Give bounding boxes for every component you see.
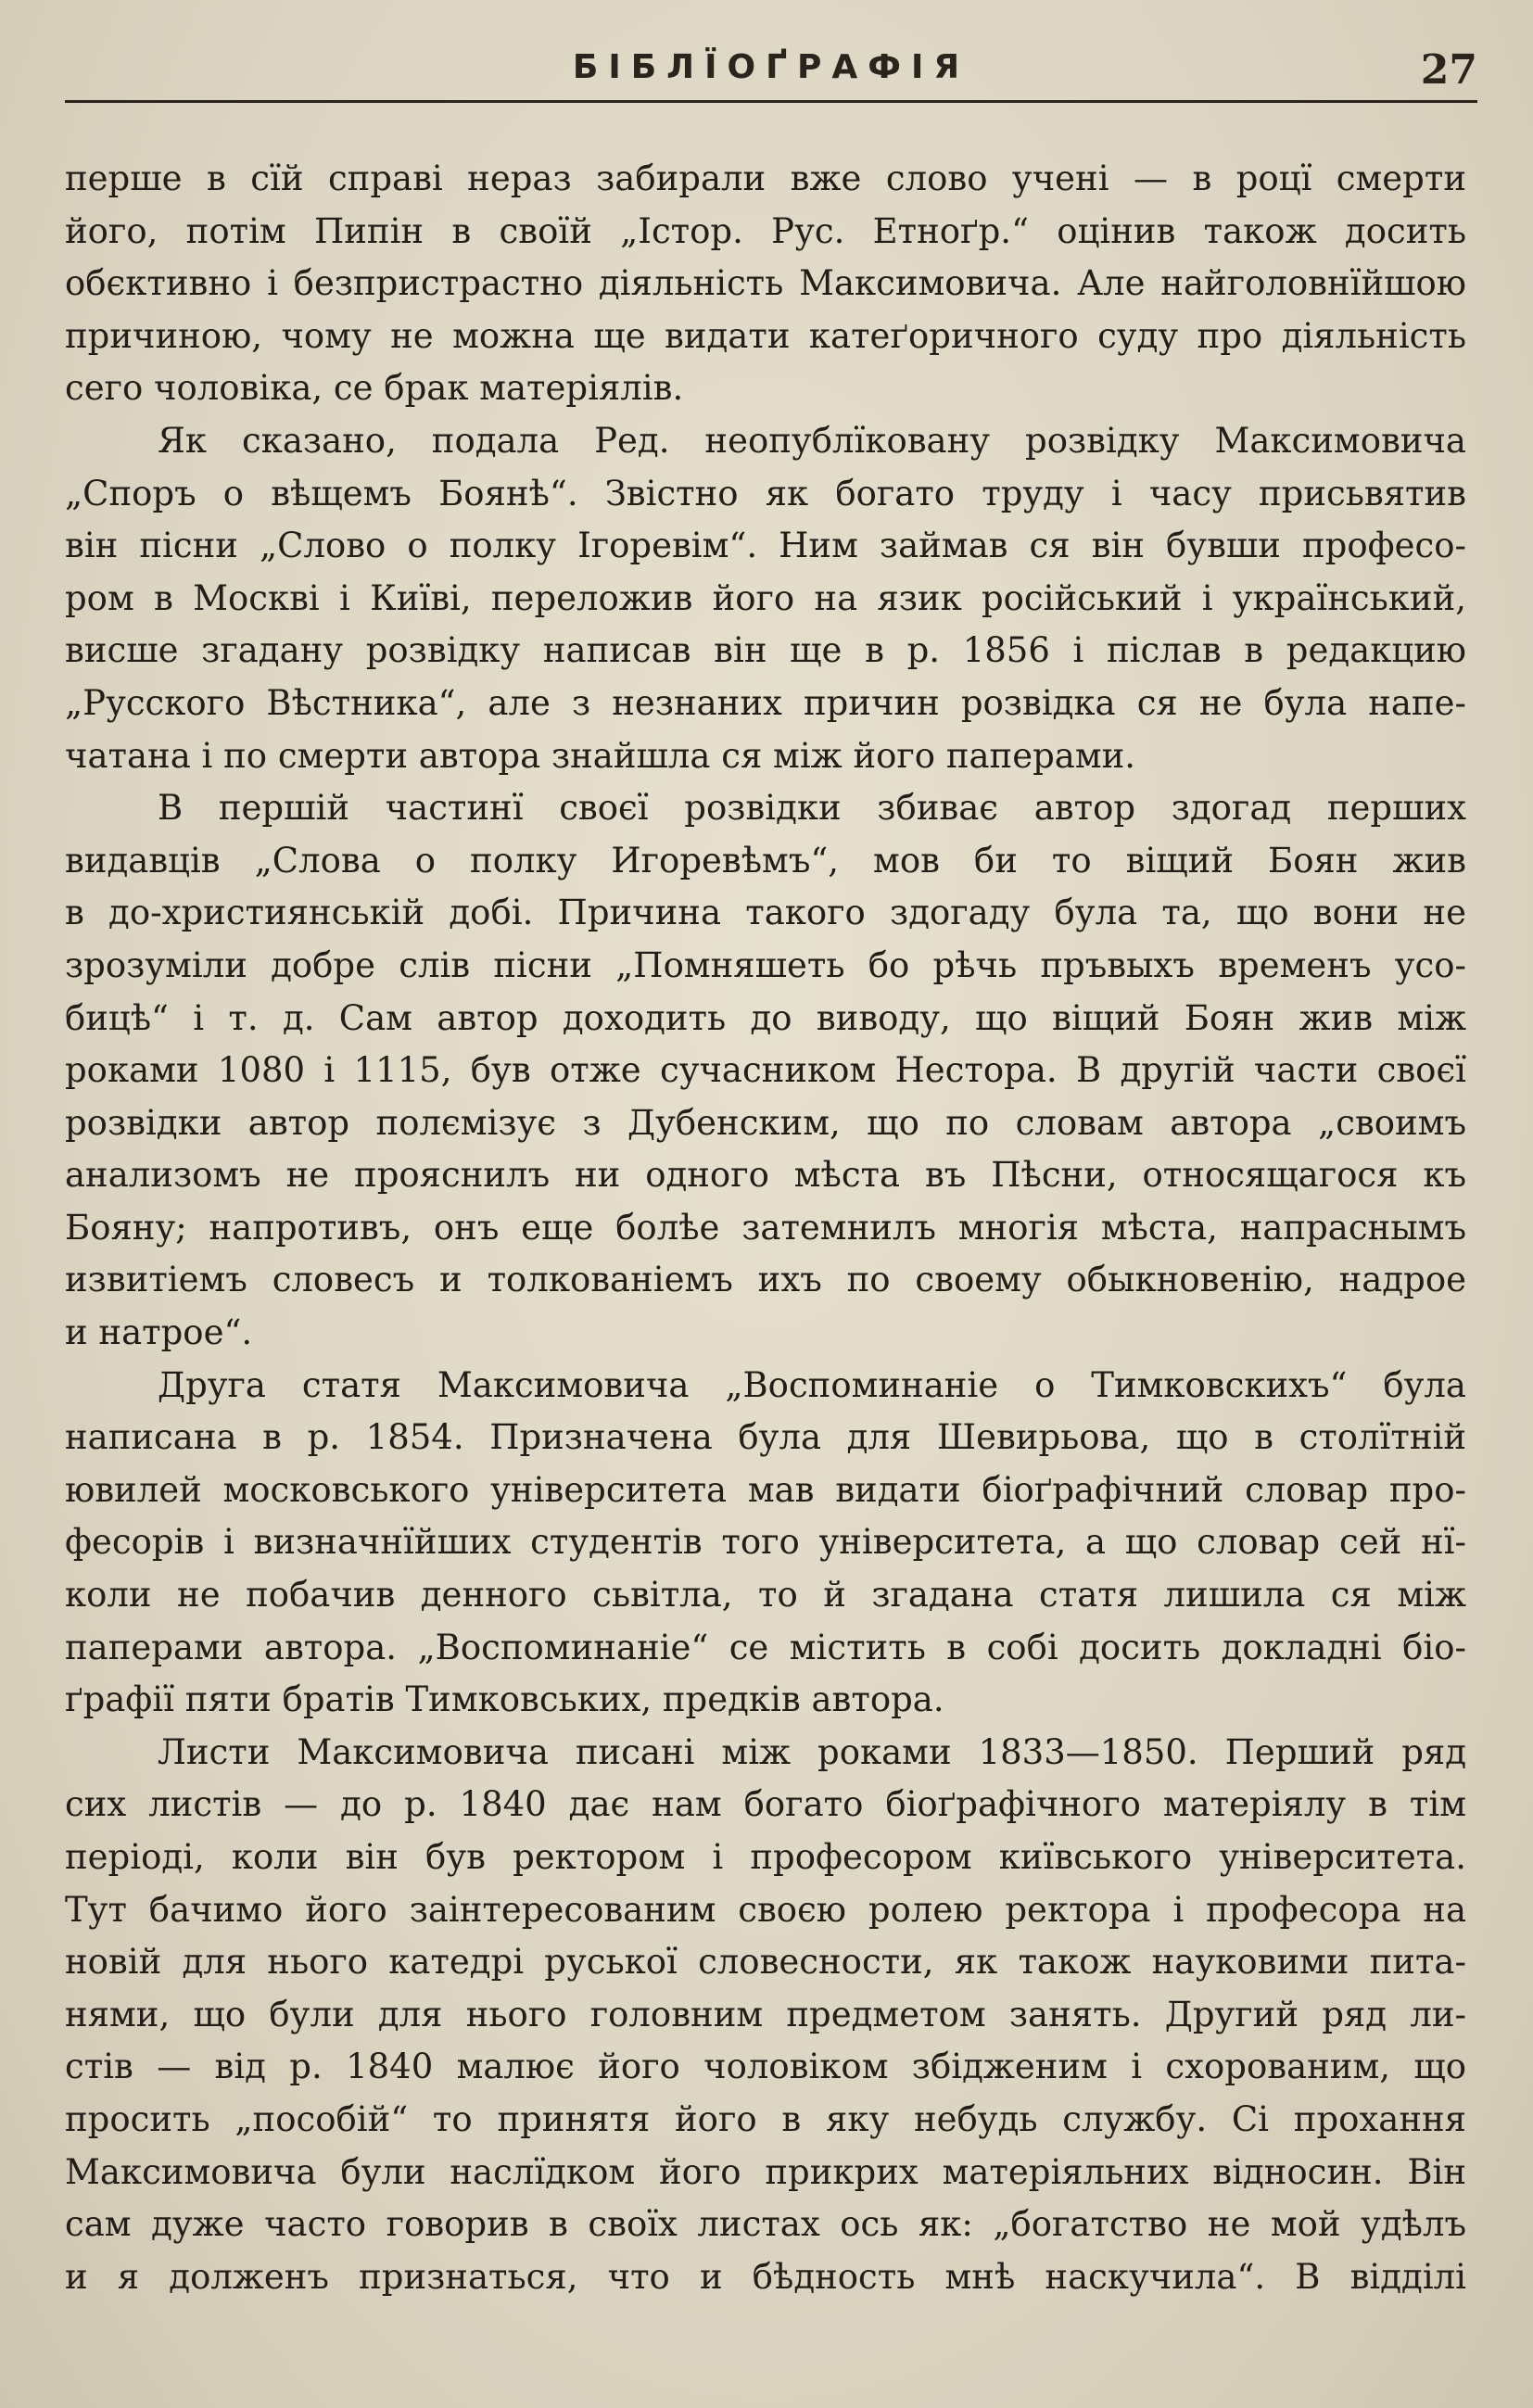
text-line: нями, що були для нього головним предметом занять. Другий ряд ли- — [65, 1994, 1466, 2034]
text-line: извитіемъ словесъ и толкованіемъ ихъ по своему обыкновенію, надрое — [65, 1260, 1466, 1300]
paragraph — [65, 1360, 1466, 1727]
text-line: сам дуже часто говорив в своїх листах ось як: „богатство не мой удѣлъ — [65, 2204, 1466, 2245]
text-line: висше згадану розвідку написав він ще в р. 1856 і післав в редакцию — [65, 630, 1466, 671]
text-line: бицѣ“ і т. д. Сам автор доходить до виводу, що віщий Боян жив між — [65, 997, 1466, 1038]
header-rule — [65, 100, 1477, 103]
text-line: „Русского Вѣстника“, але з незнаних причин розвідка ся не була напе- — [65, 682, 1466, 723]
paragraph — [65, 782, 1466, 1360]
text-line: сего чоловіка, се брак матеріялів. — [65, 368, 684, 409]
text-line: Бояну; напротивъ, онъ еще болѣе затемнилъ многія мѣста, напраснымъ — [65, 1207, 1466, 1248]
text-line: фесорів і визначнїйших студентів того університета, а що словар сей нї- — [65, 1522, 1466, 1563]
text-line: анализомъ не прояснилъ ни одного мѣста въ Пѣсни, относящагося къ — [65, 1155, 1466, 1196]
text-line: чатана і по смерти автора знайшла ся між його паперами. — [65, 735, 1136, 776]
text-line: просить „пособій“ то принятя його в яку небудь службу. Сі прохання — [65, 2098, 1466, 2139]
text-line: коли не побачив денного сьвітла, то й згадана статя лишила ся між — [65, 1575, 1466, 1616]
text-line: „Споръ о вѣщемъ Боянѣ“. Звістно як богато труду і часу присьвятив — [65, 473, 1466, 513]
text-line: стів — від р. 1840 малює його чоловіком збідженим і схорованим, що — [65, 2047, 1466, 2087]
text-line: ром в Москві і Київі, переложив його на язик російський і український, — [65, 577, 1466, 618]
text-line: Друга статя Максимовича „Воспоминаніе о Тимковскихъ“ була — [158, 1364, 1466, 1405]
text-line: видавців „Слова о полку Игоревѣмъ“, мов би то віщий Боян жив — [65, 840, 1466, 881]
text-line: його, потім Пипін в своїй „Істор. Рус. Етноґр.“ оцінив також досить — [65, 210, 1466, 251]
text-line: ґрафії пяти братів Тимковських, предків автора. — [65, 1679, 944, 1720]
running-title: БІБЛЇОҐРАФІЯ — [572, 48, 970, 86]
text-line: він пісни „Слово о полку Ігоревім“. Ним займав ся він бувши професо- — [65, 526, 1466, 566]
text-line: Як сказано, подала Ред. неопублїковану розвідку Максимовича — [158, 420, 1466, 461]
text-line: зрозуміли добре слів пісни „Помняшеть бо рѣчь пръвыхъ временъ усо- — [65, 944, 1466, 985]
text-line: Тут бачимо його заінтересованим своєю ролею ректора і професора на — [65, 1889, 1466, 1930]
page-number: 27 — [1420, 46, 1477, 94]
text-line: Максимовича були наслїдком його прикрих матеріяльних відносин. Він — [65, 2151, 1466, 2192]
text-line: ювилей московського університета мав видати біоґрафічний словар про- — [65, 1469, 1466, 1510]
text-line: В першій частинї своєї розвідки збиває автор здогад перших — [158, 788, 1466, 829]
text-line: паперами автора. „Воспоминаніе“ се містить в собі досить докладні біо- — [65, 1627, 1466, 1667]
text-line: періоді, коли він був ректором і професором київського університета. — [65, 1837, 1466, 1877]
paragraph — [65, 153, 1466, 415]
text-line: причиною, чому не можна ще видати катеґоричного суду про діяльність — [65, 315, 1466, 356]
body-text — [65, 153, 1466, 2303]
page-header — [65, 37, 1477, 111]
text-line: в до-християнській добі. Причина такого здогаду була та, що вони не — [65, 893, 1466, 933]
text-line: сих листів — до р. 1840 дає нам богато біоґрафічного матеріялу в тім — [65, 1784, 1466, 1825]
text-line: и я долженъ признаться, что и бѣдность мнѣ наскучила“. В відділі — [65, 2256, 1466, 2297]
text-line: перше в сїй справі нераз забирали вже слово учені — в роцї смерти — [65, 158, 1466, 198]
paragraph — [65, 1727, 1466, 2304]
text-line: обєктивно і безпристрастно діяльність Максимовича. Але найголовнїйшою — [65, 263, 1466, 304]
text-line: Листи Максимовича писані між роками 1833—1850. Перший ряд — [158, 1731, 1466, 1772]
text-line: роками 1080 і 1115, був отже сучасником Нестора. В другій части своєї — [65, 1050, 1466, 1091]
text-line: розвідки автор полємізує з Дубенским, що по словам автора „своимъ — [65, 1102, 1466, 1143]
text-line: новій для нього катедрі руської словесности, як також науковими пита- — [65, 1942, 1466, 1983]
text-line: и натрое“. — [65, 1312, 253, 1353]
paragraph — [65, 415, 1466, 782]
text-line: написана в р. 1854. Призначена була для Шевирьова, що в столїтній — [65, 1417, 1466, 1458]
